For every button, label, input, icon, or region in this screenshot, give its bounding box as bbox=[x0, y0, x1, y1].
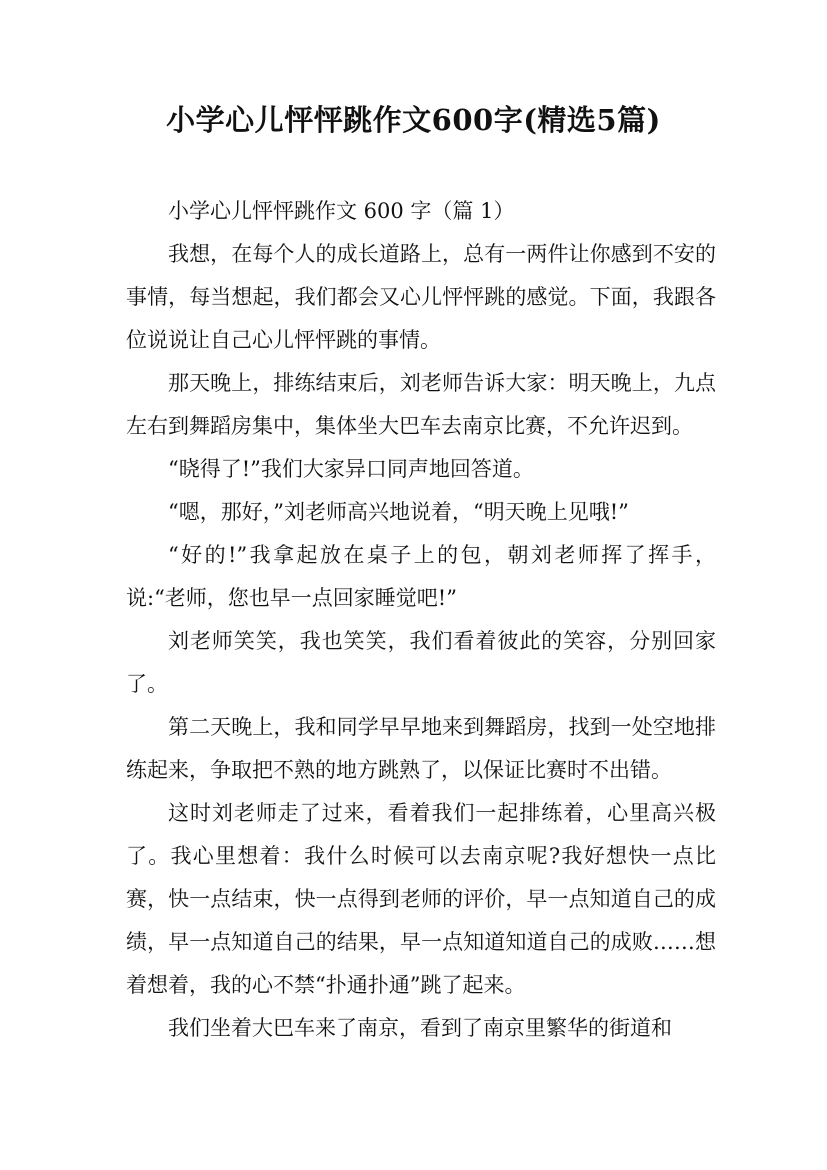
paragraph: 我想，在每个人的成长道路上，总有一两件让你感到不安的事情，每当想起，我们都会又心儿怦怦跳的感觉。下面，我跟各位说说让自己心儿怦怦跳的事情。 bbox=[126, 242, 716, 352]
section-heading: 小学心儿怦怦跳作文 600 字（篇 1） bbox=[168, 199, 515, 223]
paragraph: “嗯，那好，”刘老师高兴地说着，“明天晚上见哦!” bbox=[168, 500, 629, 524]
paragraph: 我们坐着大巴车来了南京，看到了南京里繁华的街道和 bbox=[168, 1016, 672, 1040]
paragraph: “晓得了!”我们大家异口同声地回答道。 bbox=[168, 457, 534, 481]
paragraph: 这时刘老师走了过来，看着我们一起排练着，心里高兴极了。我心里想着：我什么时候可以去南京呢?我好想快一点比赛，快一点结束，快一点得到老师的评价，早一点知道自己的成绩，早一点知道自己的结果，早一点知道知道自己的成败……想着想着，我的心不禁“扑通扑通”跳了起来。 bbox=[126, 801, 716, 997]
document-title: 小学心儿怦怦跳作文600字(精选5篇) bbox=[166, 103, 661, 137]
paragraph: 那天晚上，排练结束后，刘老师告诉大家：明天晚上，九点左右到舞蹈房集中，集体坐大巴车去南京比赛，不允许迟到。 bbox=[126, 371, 716, 438]
document-body bbox=[126, 190, 716, 1050]
paragraph: 刘老师笑笑，我也笑笑，我们看着彼此的笑容，分别回家了。 bbox=[126, 629, 716, 696]
paragraph: “好的!”我拿起放在桌子上的包，朝刘老师挥了挥手，说:“老师，您也早一点回家睡觉吧!” bbox=[126, 543, 716, 610]
paragraph: 第二天晚上，我和同学早早地来到舞蹈房，找到一处空地排练起来，争取把不熟的地方跳熟了，以保证比赛时不出错。 bbox=[126, 715, 716, 782]
